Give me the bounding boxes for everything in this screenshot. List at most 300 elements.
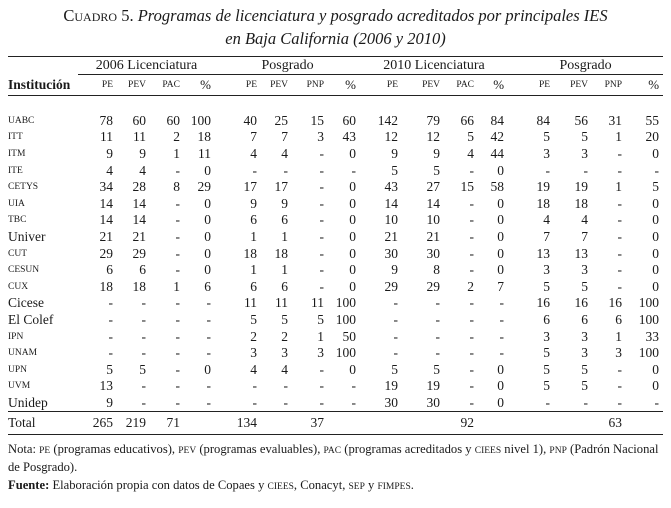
table-cell: - xyxy=(469,162,475,178)
table-cell: - xyxy=(206,312,212,328)
table-cell: - xyxy=(617,278,623,294)
table-cell: 6 xyxy=(204,278,212,294)
table-cell: 17 xyxy=(243,179,258,195)
table-cell: 1 xyxy=(615,328,623,344)
table-cell: - xyxy=(499,345,505,361)
column-header: % xyxy=(648,77,660,92)
table-cell: 9 xyxy=(391,262,399,278)
table-cell: 19 xyxy=(574,179,589,195)
column-header: PNP xyxy=(604,80,623,90)
table-cell: - xyxy=(206,328,212,344)
table-cell: - xyxy=(469,195,475,211)
table-cell: - xyxy=(108,345,113,361)
table-cell: 44 xyxy=(490,146,505,162)
table-cell: - xyxy=(435,312,441,328)
table-cell: 12 xyxy=(384,129,399,145)
table-cell: 0 xyxy=(652,378,660,394)
table-cell: 0 xyxy=(349,212,357,228)
data-table xyxy=(8,57,663,435)
table-cell: 5 xyxy=(139,361,146,377)
table-cell: - xyxy=(319,394,325,410)
table-cell: 1 xyxy=(317,328,325,344)
table-cell: 3 xyxy=(581,345,589,361)
table-cell: - xyxy=(617,394,623,410)
table-cell: - xyxy=(141,295,146,311)
table-cell: - xyxy=(499,312,505,328)
table-row xyxy=(8,378,663,395)
table-cell: - xyxy=(319,162,325,178)
total-label: Total xyxy=(8,415,36,431)
institution-name: El Colef xyxy=(8,312,54,328)
table-cell: 16 xyxy=(574,295,589,311)
table-cell: - xyxy=(351,162,357,178)
table-cell: 0 xyxy=(204,229,212,245)
table-note xyxy=(8,441,663,475)
table-cell: 1 xyxy=(250,262,258,278)
table-cell: - xyxy=(175,212,180,228)
table-cell: 100 xyxy=(638,345,660,361)
table-cell: 0 xyxy=(349,262,357,278)
table-cell: 5 xyxy=(543,378,551,394)
table-cell: 9 xyxy=(106,394,113,410)
table-cell: 50 xyxy=(342,328,357,344)
table-row xyxy=(8,212,663,229)
total-cell xyxy=(626,412,663,435)
table-cell: 1 xyxy=(173,278,180,294)
table-cell: - xyxy=(283,394,289,410)
table-cell: - xyxy=(617,146,623,162)
table-cell: 21 xyxy=(426,229,441,245)
table-cell: 2 xyxy=(250,328,258,344)
table-cell: 1 xyxy=(173,146,180,162)
table-cell: 66 xyxy=(460,112,475,128)
title-text-line1: Programas de licenciatura y posgrado acreditados por principales xyxy=(137,6,580,25)
table-cell: 5 xyxy=(106,361,113,377)
institution-name: UABC xyxy=(8,115,35,126)
table-cell: - xyxy=(469,212,475,228)
table-cell: 18 xyxy=(274,245,289,261)
table-cell: 11 xyxy=(275,295,289,311)
note-pev-text: (programas evaluables), xyxy=(199,442,321,457)
table-cell: - xyxy=(393,345,399,361)
table-cell: 16 xyxy=(608,295,623,311)
table-cell: 84 xyxy=(490,112,505,128)
note-pnp-abbr: PNP xyxy=(549,446,567,457)
table-cell: 30 xyxy=(384,394,399,410)
table-cell: - xyxy=(283,378,289,394)
table-cell: 43 xyxy=(342,129,357,145)
table-cell: 1 xyxy=(615,179,623,195)
table-cell: 5 xyxy=(543,129,551,145)
page xyxy=(8,4,663,495)
column-header: PAC xyxy=(456,80,475,90)
note-label: Nota: xyxy=(8,442,36,457)
note-ciees-abbr: CIEES xyxy=(474,446,502,457)
total-cell xyxy=(360,412,402,435)
table-cell: 11 xyxy=(244,295,258,311)
source-text3: y xyxy=(368,478,375,493)
table-cell: - xyxy=(319,179,325,195)
table-cell: 5 xyxy=(581,129,589,145)
column-header: % xyxy=(200,77,212,92)
table-cell: - xyxy=(108,295,113,311)
table-cell: 30 xyxy=(384,245,399,261)
table-cell: 0 xyxy=(204,162,212,178)
table-cell: - xyxy=(175,262,180,278)
table-cell: 8 xyxy=(433,262,441,278)
table-cell: 12 xyxy=(426,129,441,145)
table-cell: - xyxy=(469,262,475,278)
table-cell: - xyxy=(393,328,399,344)
table-cell: - xyxy=(435,345,441,361)
table-cell: 9 xyxy=(281,195,289,211)
table-cell: 5 xyxy=(391,361,399,377)
table-cell: 18 xyxy=(197,129,212,145)
table-cell: 2 xyxy=(281,328,289,344)
table-cell: 1 xyxy=(281,229,289,245)
table-cell: 4 xyxy=(106,162,113,178)
table-cell: - xyxy=(469,378,475,394)
table-cell: 0 xyxy=(497,245,505,261)
table-cell: 10 xyxy=(426,212,441,228)
table-cell: 0 xyxy=(497,361,505,377)
table-cell: 18 xyxy=(243,245,258,261)
source-text4: . xyxy=(410,478,414,493)
table-cell: 0 xyxy=(349,146,357,162)
table-cell: - xyxy=(469,245,475,261)
institution-name: Cicese xyxy=(8,295,44,311)
institution-name: CETYS xyxy=(8,182,39,193)
table-cell: 0 xyxy=(497,394,505,410)
table-cell: - xyxy=(141,345,146,361)
table-cell: 13 xyxy=(99,378,113,394)
group-header-2010-pos: Posgrado xyxy=(508,57,663,75)
table-cell: - xyxy=(435,295,441,311)
table-body xyxy=(8,96,663,412)
table-cell: - xyxy=(499,295,505,311)
column-header: PAC xyxy=(162,80,180,90)
source-ciees: CIEES xyxy=(267,482,294,493)
table-cell: - xyxy=(617,378,623,394)
table-cell: 60 xyxy=(166,112,180,128)
table-cell: 0 xyxy=(652,229,660,245)
group-header-2006-pos: Posgrado xyxy=(215,57,360,75)
table-cell: 11 xyxy=(198,146,212,162)
table-cell: - xyxy=(206,345,212,361)
table-cell: 0 xyxy=(497,212,505,228)
table-cell: 29 xyxy=(99,245,113,261)
table-cell: 9 xyxy=(139,146,146,162)
table-cell: 29 xyxy=(197,179,212,195)
table-cell: 84 xyxy=(536,112,551,128)
table-cell: 0 xyxy=(652,195,660,211)
table-cell: 6 xyxy=(615,312,623,328)
table-cell: 14 xyxy=(99,212,113,228)
table-cell: 33 xyxy=(645,328,660,344)
group-header-2010-lic: 2010 Licenciatura xyxy=(360,57,508,75)
table-cell: - xyxy=(435,328,441,344)
table-row xyxy=(8,395,663,412)
table-cell: 34 xyxy=(99,179,113,195)
table-cell: 13 xyxy=(574,245,589,261)
table-cell: - xyxy=(175,378,180,394)
table-cell: - xyxy=(351,378,357,394)
table-cell: 5 xyxy=(281,312,289,328)
total-cell xyxy=(402,412,444,435)
institution-header: Institución xyxy=(8,76,71,92)
table-row xyxy=(8,295,663,312)
table-cell: 5 xyxy=(543,361,551,377)
table-cell: 0 xyxy=(204,245,212,261)
table-cell: 5 xyxy=(391,162,399,178)
table-cell: 0 xyxy=(497,262,505,278)
table-cell: - xyxy=(319,378,325,394)
table-cell: 9 xyxy=(106,146,113,162)
table-cell: 0 xyxy=(204,212,212,228)
table-cell: 7 xyxy=(543,229,551,245)
table-cell: 19 xyxy=(426,378,441,394)
table-cell: - xyxy=(617,195,623,211)
column-header: PE xyxy=(386,80,399,90)
table-cell: - xyxy=(617,162,623,178)
table-cell: 3 xyxy=(317,345,325,361)
column-header: PE xyxy=(245,80,258,90)
table-row xyxy=(8,113,663,130)
total-cell: 63 xyxy=(608,415,623,431)
total-cell: 265 xyxy=(92,415,113,431)
title-text-line2: en Baja California (2006 y 2010) xyxy=(225,29,446,48)
table-row xyxy=(8,328,663,345)
table-cell: 0 xyxy=(349,361,357,377)
table-cell: - xyxy=(469,229,475,245)
table-cell: 55 xyxy=(645,112,660,128)
total-cell: 92 xyxy=(460,415,475,431)
table-cell: 4 xyxy=(581,212,589,228)
table-cell: 4 xyxy=(281,146,289,162)
note-ciees-text: nivel 1), xyxy=(504,442,547,457)
table-cell: 0 xyxy=(652,278,660,294)
table-cell: 3 xyxy=(581,262,589,278)
table-cell: 42 xyxy=(490,129,505,145)
table-cell: - xyxy=(319,229,325,245)
table-source xyxy=(8,477,663,495)
table-cell: - xyxy=(617,262,623,278)
table-cell: 29 xyxy=(132,245,146,261)
table-cell: 0 xyxy=(497,162,505,178)
total-cell: 37 xyxy=(310,415,325,431)
group-header-row xyxy=(8,57,663,75)
table-cell: - xyxy=(141,378,146,394)
total-cell: 71 xyxy=(166,415,180,431)
table-cell: 2 xyxy=(173,129,180,145)
column-header: PEV xyxy=(128,80,146,90)
table-cell: - xyxy=(654,394,660,410)
table-cell: 15 xyxy=(310,112,325,128)
table-cell: - xyxy=(206,295,212,311)
table-cell: - xyxy=(319,212,325,228)
table-cell: 5 xyxy=(317,312,325,328)
table-cell: 14 xyxy=(384,195,399,211)
table-cell: - xyxy=(617,212,623,228)
table-cell: 3 xyxy=(543,146,551,162)
table-cell: 11 xyxy=(100,129,113,145)
table-cell: 5 xyxy=(652,179,660,195)
institution-name: UVM xyxy=(8,381,31,392)
table-cell: 11 xyxy=(311,295,325,311)
note-pac-abbr: PAC xyxy=(323,446,342,457)
column-header: PEV xyxy=(570,80,589,90)
table-cell: 100 xyxy=(335,312,357,328)
total-cell xyxy=(328,412,360,435)
column-header: PE xyxy=(101,80,113,90)
table-cell: 3 xyxy=(317,129,325,145)
table-cell: 100 xyxy=(638,295,660,311)
table-cell: 5 xyxy=(433,162,441,178)
table-cell: 14 xyxy=(99,195,113,211)
table-cell: 0 xyxy=(652,146,660,162)
table-cell: - xyxy=(583,394,589,410)
total-cell xyxy=(508,412,554,435)
table-cell: 9 xyxy=(391,146,399,162)
table-cell: 40 xyxy=(243,112,258,128)
table-cell: 1 xyxy=(281,262,289,278)
table-cell: - xyxy=(469,312,475,328)
total-cell: 134 xyxy=(236,415,258,431)
table-cell: 0 xyxy=(349,179,357,195)
table-cell: - xyxy=(319,146,325,162)
table-cell: 14 xyxy=(426,195,441,211)
table-row xyxy=(8,279,663,296)
institution-name: UIA xyxy=(8,198,25,209)
table-cell: - xyxy=(469,345,475,361)
table-cell: 17 xyxy=(274,179,289,195)
table-cell: - xyxy=(469,295,475,311)
total-cell xyxy=(184,412,215,435)
table-cell: 5 xyxy=(433,361,441,377)
table-cell: 6 xyxy=(139,262,146,278)
table-cell: - xyxy=(617,245,623,261)
table-cell: 0 xyxy=(652,361,660,377)
source-text2: , Conacyt, xyxy=(293,478,346,493)
table-cell: 16 xyxy=(536,295,551,311)
table-cell: - xyxy=(393,312,399,328)
column-header-row xyxy=(8,75,663,96)
table-cell: - xyxy=(175,361,180,377)
table-cell: - xyxy=(175,162,180,178)
total-cell xyxy=(478,412,508,435)
table-cell: 6 xyxy=(281,212,289,228)
note-pe-abbr: PE xyxy=(39,446,51,457)
table-row xyxy=(8,146,663,163)
table-cell: 27 xyxy=(426,179,441,195)
table-cell: 142 xyxy=(377,112,399,128)
source-sep: SEP xyxy=(348,482,365,493)
table-cell: 4 xyxy=(467,146,475,162)
table-cell: 6 xyxy=(581,312,589,328)
total-cell xyxy=(554,412,592,435)
table-cell: 13 xyxy=(536,245,551,261)
note-pev-abbr: PEV xyxy=(178,446,197,457)
table-cell: - xyxy=(108,328,113,344)
table-cell: - xyxy=(175,312,180,328)
table-cell: - xyxy=(469,328,475,344)
source-fimpes: FIMPES xyxy=(377,482,411,493)
table-cell: 29 xyxy=(384,278,399,294)
table-cell: 0 xyxy=(204,361,212,377)
table-cell: 56 xyxy=(574,112,589,128)
column-header: PEV xyxy=(422,80,441,90)
table-cell: 4 xyxy=(139,162,146,178)
table-cell: 100 xyxy=(335,295,357,311)
table-cell: 0 xyxy=(349,245,357,261)
column-header: % xyxy=(493,77,505,92)
table-cell: 1 xyxy=(615,129,623,145)
column-header: PNP xyxy=(306,80,325,90)
table-cell: 29 xyxy=(426,278,441,294)
table-cell: - xyxy=(175,295,180,311)
table-cell: 3 xyxy=(250,345,258,361)
table-row xyxy=(8,162,663,179)
table-cell: 18 xyxy=(99,278,113,294)
table-cell: 7 xyxy=(497,278,505,294)
table-cell: 30 xyxy=(426,245,441,261)
institution-name: TBC xyxy=(8,215,27,226)
table-cell: 0 xyxy=(204,262,212,278)
institution-name: ITE xyxy=(8,165,23,176)
table-cell: 4 xyxy=(281,361,289,377)
table-cell: - xyxy=(206,378,212,394)
table-cell: 6 xyxy=(250,212,258,228)
table-cell: 6 xyxy=(106,262,113,278)
table-cell: 3 xyxy=(281,345,289,361)
group-header-2006-lic: 2006 Licenciatura xyxy=(78,57,215,75)
table-cell: 0 xyxy=(349,278,357,294)
table-cell: 7 xyxy=(250,129,258,145)
table-cell: - xyxy=(583,162,589,178)
note-pnp-text: (Padrón Nacional de Posgrado). xyxy=(8,442,659,475)
table-cell: 4 xyxy=(543,212,551,228)
institution-name: CUX xyxy=(8,281,29,292)
table-row xyxy=(8,179,663,196)
table-cell: 11 xyxy=(133,129,146,145)
table-row xyxy=(8,312,663,329)
institution-name: ITT xyxy=(8,132,23,143)
column-header: PE xyxy=(538,80,551,90)
table-cell: 21 xyxy=(99,229,113,245)
table-cell: - xyxy=(545,162,551,178)
table-cell: - xyxy=(175,195,180,211)
table-cell: - xyxy=(319,278,325,294)
table-cell: 100 xyxy=(335,345,357,361)
table-cell: - xyxy=(617,229,623,245)
table-cell: 5 xyxy=(250,312,258,328)
table-cell: 14 xyxy=(132,195,146,211)
table-cell: 0 xyxy=(349,229,357,245)
table-cell: 3 xyxy=(581,146,589,162)
table-cell: 7 xyxy=(581,229,589,245)
table-cell: 58 xyxy=(490,179,505,195)
table-cell: - xyxy=(108,312,113,328)
table-cell: - xyxy=(141,328,146,344)
table-row xyxy=(8,229,663,246)
table-cell: 9 xyxy=(433,146,441,162)
institution-name: Univer xyxy=(8,229,46,245)
table-row xyxy=(8,129,663,146)
table-cell: - xyxy=(283,162,289,178)
table-cell: 6 xyxy=(281,278,289,294)
table-cell: 5 xyxy=(543,345,551,361)
institution-name: CESUN xyxy=(8,265,40,276)
